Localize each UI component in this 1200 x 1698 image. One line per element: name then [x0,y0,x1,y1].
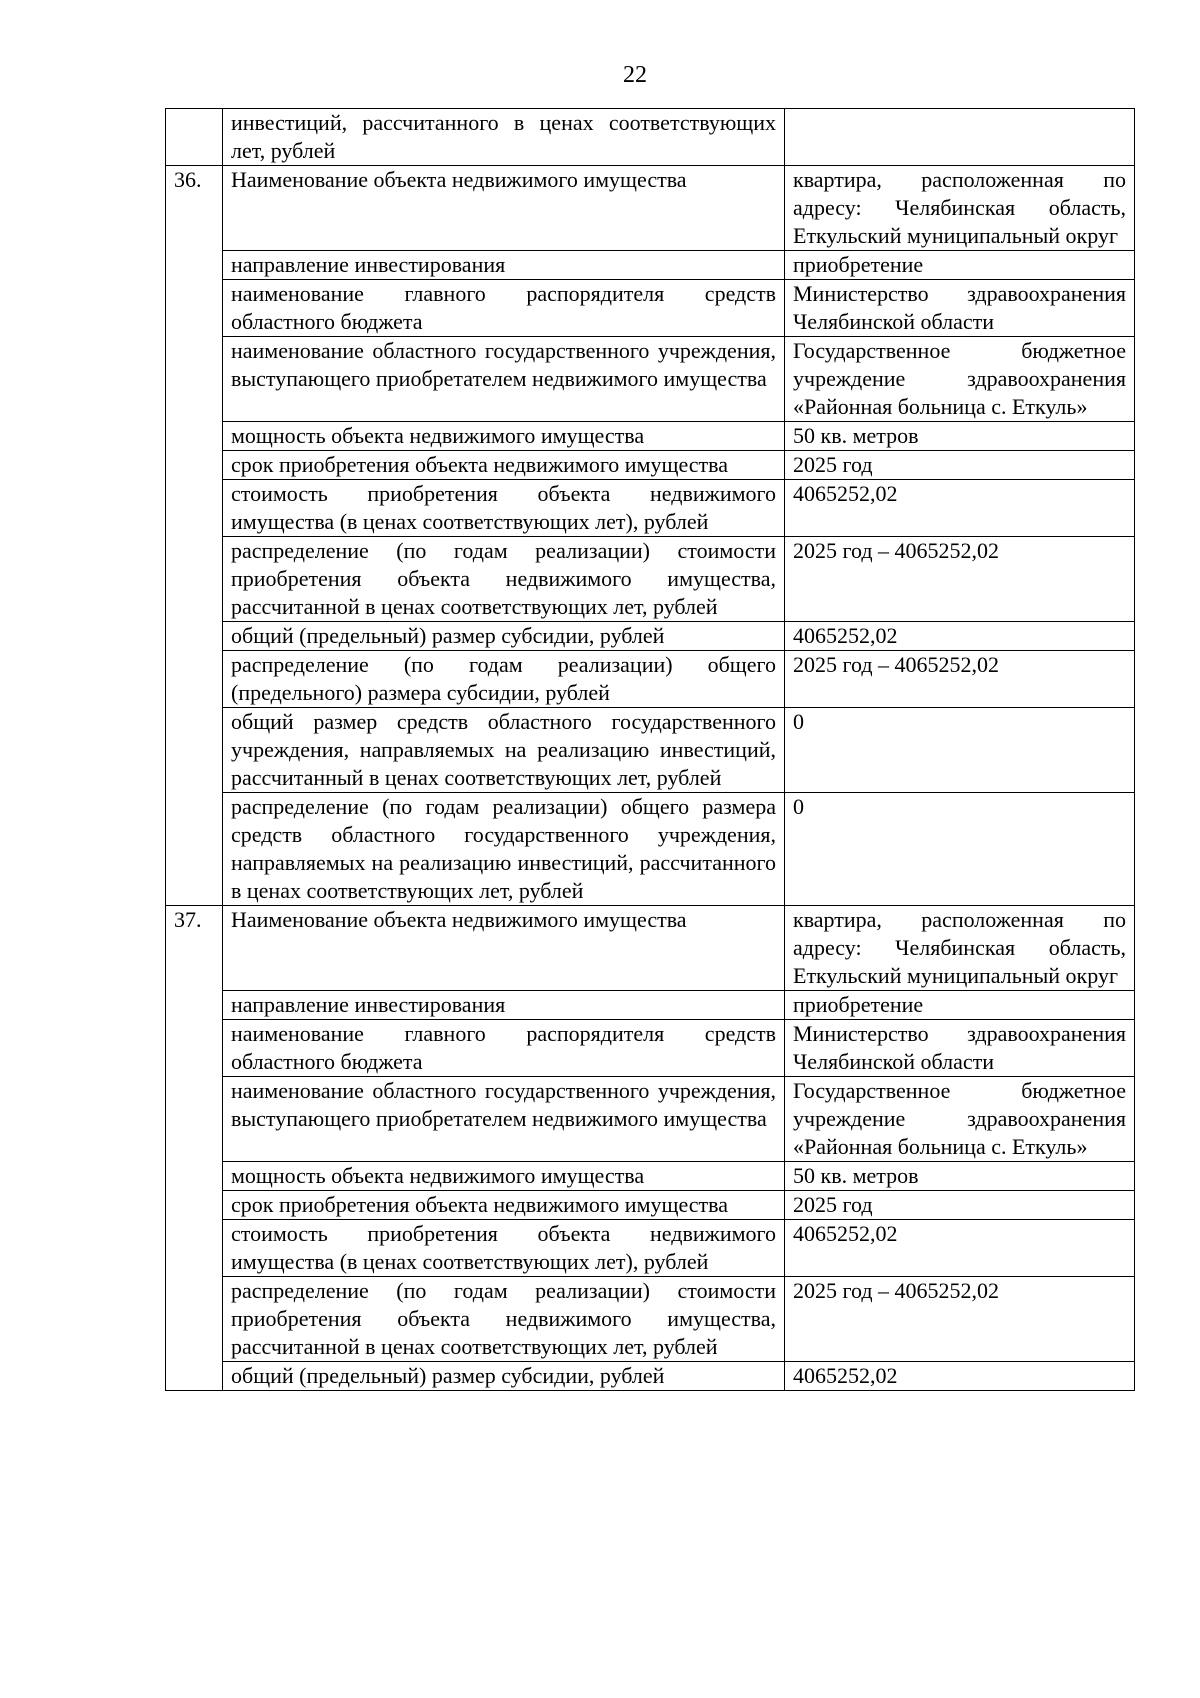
parameter-cell: наименование областного государственного учреждения, выступающего приобретателем недвижимого имущества [223,337,785,422]
investment-table [165,108,1135,1391]
parameter-cell: мощность объекта недвижимого имущества [223,422,785,451]
value-cell: 50 кв. метров [785,422,1135,451]
value-cell: 50 кв. метров [785,1162,1135,1191]
table-row [166,1162,1135,1191]
parameter-cell: распределение (по годам реализации) стоимости приобретения объекта недвижимого имущества, рассчитанной в ценах соответствующих лет, рублей [223,537,785,622]
page-number: 22 [623,62,647,88]
table-row [166,793,1135,906]
value-cell: Министерство здравоохранения Челябинской области [785,1020,1135,1077]
value-cell: Государственное бюджетное учреждение здравоохранения «Районная больница с. Еткуль» [785,1077,1135,1162]
row-number [166,109,223,166]
table-row [166,480,1135,537]
parameter-cell: инвестиций, рассчитанного в ценах соответствующих лет, рублей [223,109,785,166]
table-row [166,1220,1135,1277]
table-row [166,622,1135,651]
value-cell: Министерство здравоохранения Челябинской области [785,280,1135,337]
parameter-cell: направление инвестирования [223,991,785,1020]
value-cell: приобретение [785,991,1135,1020]
table-row [166,537,1135,622]
table-row [166,651,1135,708]
table-row [166,451,1135,480]
parameter-cell: мощность объекта недвижимого имущества [223,1162,785,1191]
value-cell: 4065252,02 [785,480,1135,537]
value-cell: 0 [785,708,1135,793]
table-row [166,251,1135,280]
table-row [166,1020,1135,1077]
parameter-cell: Наименование объекта недвижимого имущества [223,906,785,991]
value-cell: 4065252,02 [785,1220,1135,1277]
table-row [166,1277,1135,1362]
parameter-cell: распределение (по годам реализации) общего (предельного) размера субсидии, рублей [223,651,785,708]
table-row [166,337,1135,422]
parameter-cell: общий размер средств областного государственного учреждения, направляемых на реализацию инвестиций, рассчитанный в ценах соответствующих лет, рублей [223,708,785,793]
value-cell: квартира, расположенная по адресу: Челябинская область, Еткульский муниципальный округ [785,906,1135,991]
table-row [166,422,1135,451]
table-row [166,1362,1135,1391]
parameter-cell: направление инвестирования [223,251,785,280]
table-row [166,906,1135,991]
value-cell: квартира, расположенная по адресу: Челябинская область, Еткульский муниципальный округ [785,166,1135,251]
value-cell: 4065252,02 [785,1362,1135,1391]
value-cell: 4065252,02 [785,622,1135,651]
value-cell: 2025 год – 4065252,02 [785,537,1135,622]
table-row [166,280,1135,337]
table-row [166,1191,1135,1220]
parameter-cell: общий (предельный) размер субсидии, рублей [223,622,785,651]
table-row [166,109,1135,166]
value-cell: 2025 год [785,451,1135,480]
parameter-cell: общий (предельный) размер субсидии, рублей [223,1362,785,1391]
value-cell: приобретение [785,251,1135,280]
parameter-cell: срок приобретения объекта недвижимого имущества [223,451,785,480]
parameter-cell: срок приобретения объекта недвижимого имущества [223,1191,785,1220]
value-cell: 2025 год – 4065252,02 [785,651,1135,708]
value-cell [785,109,1135,166]
value-cell: 2025 год – 4065252,02 [785,1277,1135,1362]
table-row [166,166,1135,251]
parameter-cell: наименование областного государственного учреждения, выступающего приобретателем недвижимого имущества [223,1077,785,1162]
table-row [166,708,1135,793]
investment-table-body [166,109,1135,1391]
parameter-cell: распределение (по годам реализации) общего размера средств областного государственного учреждения, направляемых на реализацию инвестиций, рассчитанного в ценах соответствующих лет, рублей [223,793,785,906]
parameter-cell: распределение (по годам реализации) стоимости приобретения объекта недвижимого имущества, рассчитанной в ценах соответствующих лет, рублей [223,1277,785,1362]
parameter-cell: наименование главного распорядителя средств областного бюджета [223,1020,785,1077]
table-row [166,1077,1135,1162]
parameter-cell: стоимость приобретения объекта недвижимого имущества (в ценах соответствующих лет), рублей [223,480,785,537]
value-cell: 2025 год [785,1191,1135,1220]
row-number: 37. [166,906,223,1391]
table-row [166,991,1135,1020]
row-number: 36. [166,166,223,906]
parameter-cell: стоимость приобретения объекта недвижимого имущества (в ценах соответствующих лет), рублей [223,1220,785,1277]
value-cell: 0 [785,793,1135,906]
parameter-cell: наименование главного распорядителя средств областного бюджета [223,280,785,337]
value-cell: Государственное бюджетное учреждение здравоохранения «Районная больница с. Еткуль» [785,337,1135,422]
parameter-cell: Наименование объекта недвижимого имущества [223,166,785,251]
